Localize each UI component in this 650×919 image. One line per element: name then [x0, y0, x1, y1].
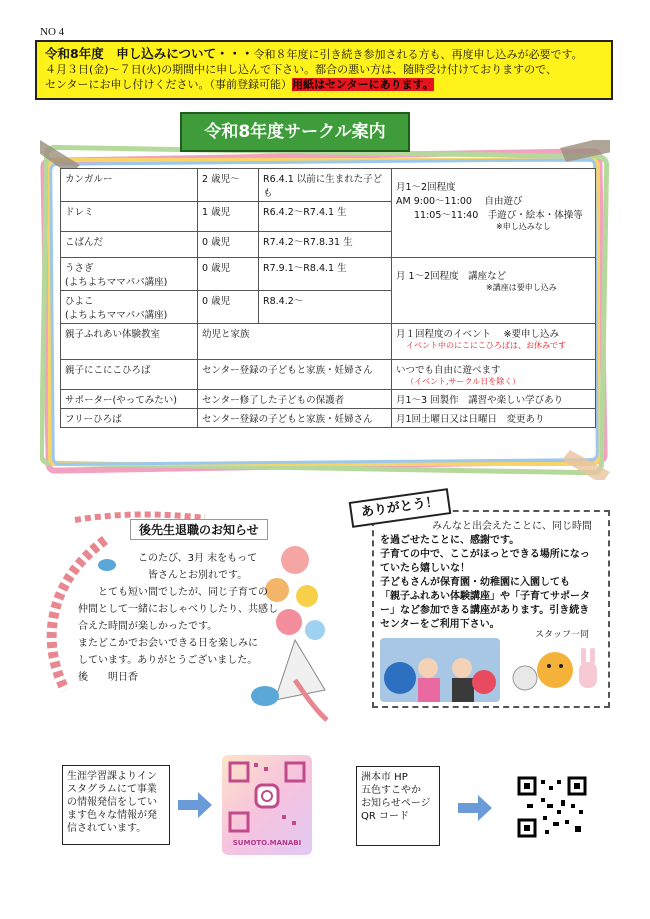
circle-age: 1 歳児 — [198, 202, 259, 232]
qr-code-icon — [222, 755, 312, 839]
table-row — [61, 258, 596, 291]
staff-photo — [380, 638, 500, 702]
staff-signature: スタッフ一同 — [535, 630, 590, 640]
schedule-note: ※講座は要申し込み — [486, 283, 557, 292]
thanks-title: ありがとう！ — [349, 488, 452, 528]
circle-table — [60, 168, 596, 428]
circle-born: R6.4.2～R7.4.1 生 — [259, 202, 392, 232]
message-line: ていたら嬉しいな！ — [380, 563, 470, 574]
schedule-course — [392, 258, 596, 324]
schedule-line: AM 9:00～11:00 自由遊び — [396, 196, 523, 207]
circle-name: ドレミ — [61, 202, 198, 232]
program-target: センター登録の子どもと家族・妊婦さん — [198, 360, 392, 390]
circle-age: 0 歳児 — [198, 258, 259, 291]
circle-age: 2 歳児～ — [198, 169, 259, 202]
notice-line1: 令和８年度に引き続き参加される方も、再度申し込みが必要です。 — [253, 48, 583, 61]
arrow-right-icon — [458, 795, 492, 821]
notice-heading: 令和8年度 申し込みについて・・・ — [45, 46, 254, 61]
message-line: 子どもさんが保育園・幼稚園に入園しても — [380, 577, 570, 588]
message-line: 合えた時間が楽しかったです。 — [78, 621, 218, 632]
qr-code-icon — [517, 776, 587, 838]
circle-name: こばんだ — [61, 232, 198, 258]
table-row — [61, 169, 596, 202]
circle-born: R8.4.2～ — [259, 291, 392, 324]
message-line: を過ごせたことに、感謝です。 — [380, 535, 520, 546]
program-detail: 月1～3 回製作 講習や楽しい学びあり — [392, 390, 596, 409]
program-target: 幼児と家族 — [198, 324, 392, 360]
table-row — [61, 409, 596, 428]
program-target: センター登録の子どもと家族・妊婦さん — [198, 409, 392, 428]
application-notice — [35, 40, 613, 100]
program-detail: 月1回土曜日又は日曜日 変更あり — [392, 409, 596, 428]
message-line: このたび、3月 末をもって — [138, 553, 258, 564]
message-line: 皆さんとお別れです。 — [148, 570, 248, 581]
message-line: しています。ありがとうございました。 — [78, 655, 258, 666]
notice-line3: センターにお申し付けください。（事前登録可能） — [45, 78, 293, 91]
notice-highlight: 用紙はセンターにあります。 — [292, 78, 434, 91]
instagram-info: 生涯学習課よりインスタグラムにて事業の情報発信をしています色々な情報が発信されています。 — [62, 765, 170, 845]
program-detail — [392, 324, 596, 360]
program-name: 親子ふれあい体験教室 — [61, 324, 198, 360]
circle-age: 0 歳児 — [198, 232, 259, 258]
schedule-line: 11:05～11:40 手遊び・絵本・体操等 — [414, 210, 583, 221]
program-detail-note: （イベント,サークル日を除く） — [406, 377, 521, 386]
message-line: センターをご利用下さい。 — [380, 619, 500, 630]
table-row — [61, 360, 596, 390]
schedule-note: ※申し込みなし — [496, 222, 551, 231]
program-detail-text: いつでも自由に遊べます — [396, 365, 501, 376]
message-line: 子育ての中で、ここがほっとできる場所になっ — [380, 549, 590, 560]
message-line: みんなと出会えたことに、同じ時間 — [432, 521, 592, 532]
message-line: またどこかでお会いできる日を楽しみに — [78, 638, 258, 649]
animal-characters-illustration — [505, 640, 605, 700]
message-line: ー」など参加できる講座があります。引き続き — [380, 605, 590, 616]
instagram-caption: SUMOTO.MANABI — [232, 839, 302, 847]
city-hp-info: 洲本市 HP 五色すこやか お知らせページ QR コード — [356, 766, 440, 846]
city-qr-code[interactable] — [517, 776, 587, 838]
circle-born: R7.4.2～R7.8.31 生 — [259, 232, 392, 258]
program-detail — [392, 360, 596, 390]
notice-line2: ４月３日(金)～７日(火)の期間中に申し込んで下さい。都合の悪い方は、随時受け付けておりますので、 — [45, 63, 557, 76]
message-line: 仲間として一緒におしゃべりしたり、共感し — [78, 604, 278, 615]
circle-name: ひよこ (よちよちママパパ講座) — [61, 291, 198, 324]
retirement-message — [78, 550, 288, 686]
circle-age: 0 歳児 — [198, 291, 259, 324]
program-name: サポーター(やってみたい) — [61, 390, 198, 409]
program-target: センター修了した子どもの保護者 — [198, 390, 392, 409]
page-number: NO 4 — [40, 26, 65, 38]
circle-guide-title: 令和8年度サークル案内 — [180, 112, 410, 152]
circle-name: カンガルー — [61, 169, 198, 202]
message-line: 「親子ふれあい体験講座」や「子育てサポータ — [380, 591, 590, 602]
program-detail-note: イベント中のにこにこひろばは、お休みです — [406, 341, 566, 350]
thanks-message — [380, 520, 606, 632]
program-name: フリーひろば — [61, 409, 198, 428]
program-name: 親子にこにこひろば — [61, 360, 198, 390]
table-row — [61, 390, 596, 409]
circle-born: R7.9.1～R8.4.1 生 — [259, 258, 392, 291]
message-signature: 後 明日香 — [78, 672, 138, 683]
table-row — [61, 324, 596, 360]
schedule-line: 月1～2回程度 — [396, 182, 456, 193]
program-detail-text: 月１回程度のイベント ※要申し込み — [396, 329, 559, 340]
schedule-regular — [392, 169, 596, 258]
arrow-right-icon — [178, 792, 212, 818]
message-line: とても短い間でしたが、同じ子育ての — [98, 587, 268, 598]
retirement-title: 後先生退職のお知らせ — [130, 519, 268, 540]
schedule-line: 月 1～2回程度 講座など — [396, 271, 507, 282]
circle-born: R6.4.1 以前に生まれた子ども — [259, 169, 392, 202]
circle-name: うさぎ (よちよちママパパ講座) — [61, 258, 198, 291]
staff-photo-image — [380, 638, 500, 702]
